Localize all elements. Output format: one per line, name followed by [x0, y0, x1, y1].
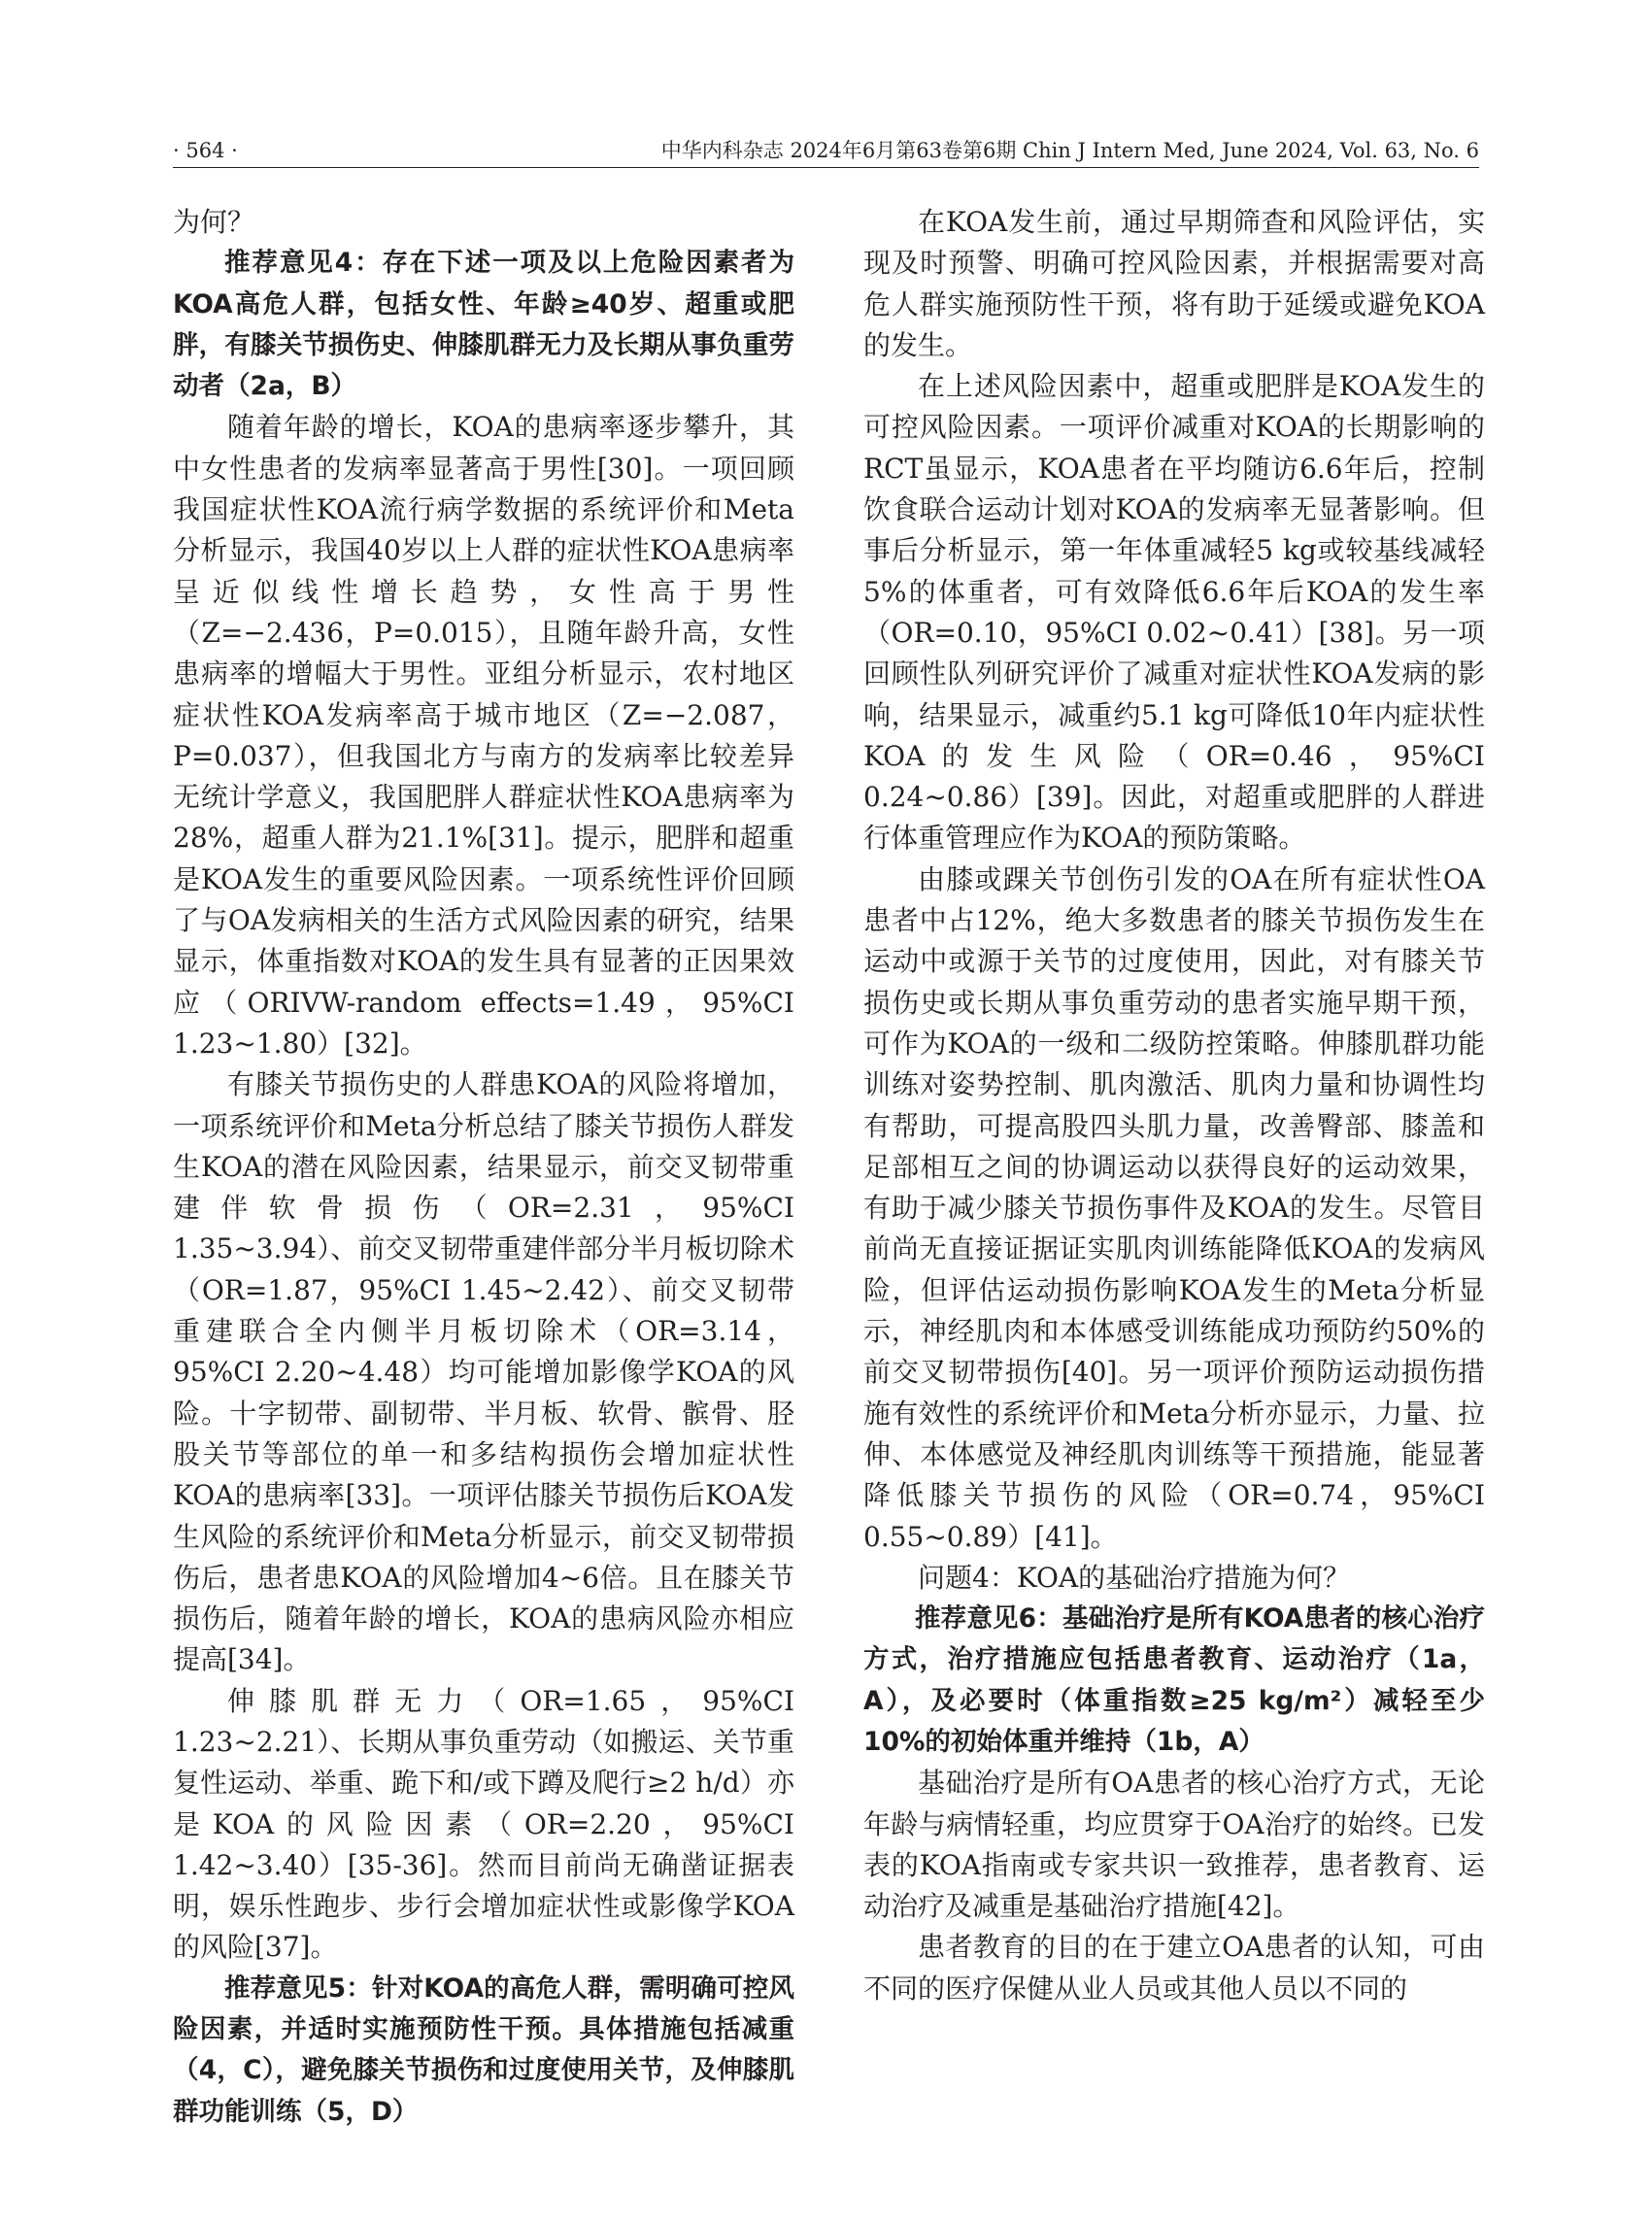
- paragraph: 患者教育的目的在于建立OA患者的认知，可由不同的医疗保健从业人员或其他人员以不同的: [863, 1931, 1485, 2005]
- page-number: · 564 ·: [173, 139, 238, 162]
- recommendation-4: 推荐意见4：存在下述一项及以上危险因素者为KOA高危人群，包括女性、年龄≥40岁、超重或肥胖，有膝关节损伤史、伸膝肌群无力及长期从事负重劳动者（2a，B）: [173, 248, 794, 402]
- paragraph: 基础治疗是所有OA患者的核心治疗方式，无论年龄与病情轻重，均应贯穿于OA治疗的始终。已发表的KOA指南或专家共识一致推荐，患者教育、运动治疗及减重是基础治疗措施[42]。: [863, 1767, 1485, 1923]
- recommendation-5: 推荐意见5：针对KOA的高危人群，需明确可控风险因素，并适时实施预防性干预。具体措施包括减重（4，C），避免膝关节损伤和过度使用关节，及伸膝肌群功能训练（5，D）: [173, 1972, 794, 2127]
- paragraph: 在KOA发生前，通过早期筛查和风险评估，实现及时预警、明确可控风险因素，并根据需要对高危人群实施预防性干预，将有助于延缓或避免KOA的发生。: [863, 206, 1485, 361]
- paragraph: 为何？: [173, 206, 255, 238]
- recommendation-6: 推荐意见6：基础治疗是所有KOA患者的核心治疗方式，治疗措施应包括患者教育、运动治疗（1a，A），及必要时（体重指数≥25 kg/m²）减轻至少10%的初始体重并维持（1b，A）: [863, 1603, 1485, 1757]
- paragraph: 伸膝肌群无力（OR=1.65，95%CI 1.23~2.21）、长期从事负重劳动（如搬运、关节重复性运动、举重、跪下和/或下蹲及爬行≥2 h/d）亦是KOA的风险因素（OR=2.20，95%CI 1.42~3.40）[35-36]。然而目前尚无确凿证据表明，娱乐性跑步、步行会增加症状性或影像学KOA的风险[37]。: [173, 1684, 794, 1964]
- left-column: [173, 202, 794, 2133]
- paragraph: 由膝或踝关节创伤引发的OA在所有症状性OA患者中占12%，绝大多数患者的膝关节损伤发生在运动中或源于关节的过度使用，因此，对有膝关节损伤史或长期从事负重劳动的患者实施早期干预，可作为KOA的一级和二级防控策略。伸膝肌群功能训练对姿势控制、肌肉激活、肌肉力量和协调性均有帮助，可提高股四头肌力量，改善臀部、膝盖和足部相互之间的协调运动以获得良好的运动效果，有助于减少膝关节损伤事件及KOA的发生。尽管目前尚无直接证据证实肌肉训练能降低KOA的发病风险，但评估运动损伤影响KOA发生的Meta分析显示，神经肌肉和本体感受训练能成功预防约50%的前交叉韧带损伤[40]。另一项评价预防运动损伤措施有效性的系统评价和Meta分析亦显示，力量、拉伸、本体感觉及神经肌肉训练等干预措施，能显著降低膝关节损伤的风险（OR=0.74，95%CI 0.55~0.89）[41]。: [863, 862, 1485, 1553]
- running-header: [173, 134, 1479, 168]
- journal-citation: 中华内科杂志 2024年6月第63卷第6期 Chin J Intern Med, June 2024, Vol. 63, No. 6: [660, 139, 1479, 162]
- paragraph: 随着年龄的增长，KOA的患病率逐步攀升，其中女性患者的发病率显著高于男性[30]。一项回顾我国症状性KOA流行病学数据的系统评价和Meta分析显示，我国40岁以上人群的症状性KOA患病率呈近似线性增长趋势，女性高于男性（Z=−2.436，P=0.015），且随年龄升高，女性患病率的增幅大于男性。亚组分析显示，农村地区症状性KOA发病率高于城市地区（Z=−2.087，P=0.037），但我国北方与南方的发病率比较差异无统计学意义，我国肥胖人群症状性KOA患病率为28%，超重人群为21.1%[31]。提示，肥胖和超重是KOA发生的重要风险因素。一项系统性评价回顾了与OA发病相关的生活方式风险因素的研究，结果显示，体重指数对KOA的发生具有显著的正因果效应（ORIVW-random effects=1.49，95%CI 1.23~1.80）[32]。: [173, 411, 794, 1060]
- paragraph: 有膝关节损伤史的人群患KOA的风险将增加，一项系统评价和Meta分析总结了膝关节损伤人群发生KOA的潜在风险因素，结果显示，前交叉韧带重建伴软骨损伤（OR=2.31，95%CI 1.35~3.94）、前交叉韧带重建伴部分半月板切除术（OR=1.87，95%CI 1.45~2.42）、前交叉韧带重建联合全内侧半月板切除术（OR=3.14，95%CI 2.20~4.48）均可能增加影像学KOA的风险。十字韧带、副韧带、半月板、软骨、髌骨、胫股关节等部位的单一和多结构损伤会增加症状性KOA的患病率[33]。一项评估膝关节损伤后KOA发生风险的系统评价和Meta分析显示，前交叉韧带损伤后，患者患KOA的风险增加4~6倍。且在膝关节损伤后，随着年龄的增长，KOA的患病风险亦相应提高[34]。: [173, 1068, 794, 1676]
- right-column: [863, 202, 1485, 2009]
- paragraph: 在上述风险因素中，超重或肥胖是KOA发生的可控风险因素。一项评价减重对KOA的长期影响的RCT虽显示，KOA患者在平均随访6.6年后，控制饮食联合运动计划对KOA的发病率无显著影响。但事后分析显示，第一年体重减轻5 kg或较基线减轻5%的体重者，可有效降低6.6年后KOA的发生率（OR=0.10，95%CI 0.02~0.41）[38]。另一项回顾性队列研究评价了减重对症状性KOA发病的影响，结果显示，减重约5.1 kg可降低10年内症状性KOA的发生风险（OR=0.46，95%CI 0.24~0.86）[39]。因此，对超重或肥胖的人群进行体重管理应作为KOA的预防策略。: [863, 370, 1485, 855]
- question-4-heading: 问题4：KOA的基础治疗措施为何？: [918, 1561, 1351, 1594]
